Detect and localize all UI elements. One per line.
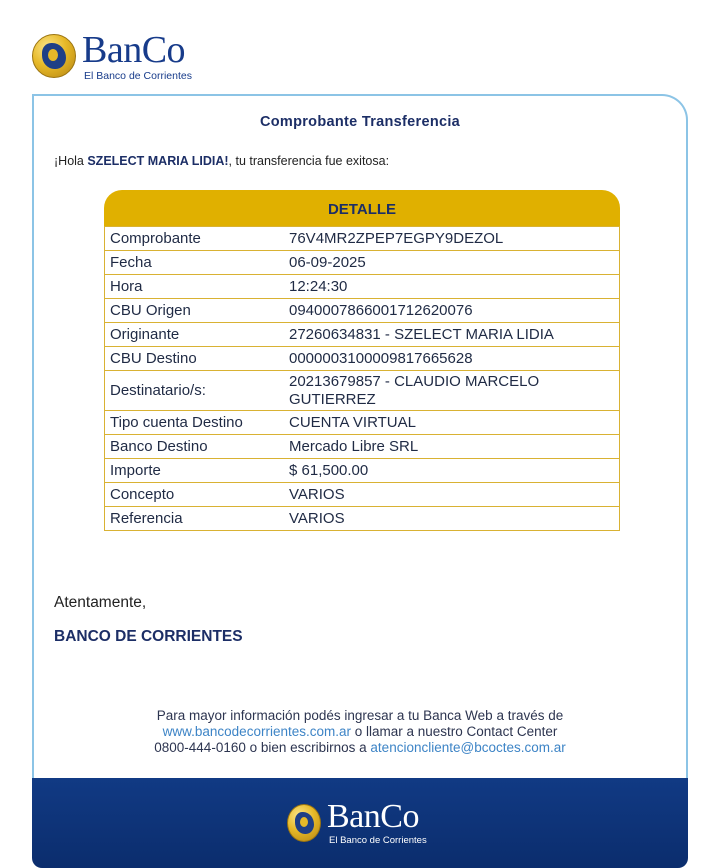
row-label: Importe	[105, 459, 285, 483]
greeting-text	[54, 154, 389, 168]
row-label: Banco Destino	[105, 435, 285, 459]
bank-emblem-icon	[287, 804, 321, 842]
row-value: 0000003100009817665628	[284, 347, 620, 371]
footer-logo-wordmark: BanCo	[327, 798, 419, 835]
email-link[interactable]: atencioncliente@bcoctes.com.ar	[370, 740, 566, 755]
row-value: 12:24:30	[284, 275, 620, 299]
footer-logo-text	[327, 800, 427, 846]
row-label: Fecha	[105, 251, 285, 275]
table-row	[105, 459, 620, 483]
contact-line-2-text: o llamar a nuestro Contact Center	[350, 724, 558, 739]
row-label: Destinatario/s:	[105, 371, 285, 411]
contact-line-2	[34, 724, 686, 740]
table-row	[105, 411, 620, 435]
row-label: Tipo cuenta Destino	[105, 411, 285, 435]
receipt-card	[32, 94, 688, 778]
contact-info	[34, 708, 686, 756]
bank-emblem-icon	[32, 34, 76, 78]
table-row	[105, 251, 620, 275]
row-value: $ 61,500.00	[284, 459, 620, 483]
row-label: CBU Origen	[105, 299, 285, 323]
table-row	[105, 299, 620, 323]
row-value: 20213679857 - CLAUDIO MARCELO GUTIERREZ	[284, 371, 620, 411]
table-row	[105, 371, 620, 411]
footer-band	[32, 778, 688, 868]
table-row	[105, 483, 620, 507]
greeting-suffix: , tu transferencia fue exitosa:	[228, 154, 390, 168]
table-row	[105, 323, 620, 347]
row-value: 06-09-2025	[284, 251, 620, 275]
table-row	[105, 347, 620, 371]
footer-logo-tagline: El Banco de Corrientes	[329, 835, 427, 846]
row-label: Originante	[105, 323, 285, 347]
row-value: CUENTA VIRTUAL	[284, 411, 620, 435]
closing-bank-name: BANCO DE CORRIENTES	[54, 628, 243, 645]
logo-tagline: El Banco de Corrientes	[84, 69, 192, 82]
closing-regards: Atentamente,	[54, 594, 147, 611]
bank-logo	[32, 28, 192, 84]
receipt-title: Comprobante Transferencia	[259, 114, 461, 130]
phone-text: 0800-444-0160 o bien escribirnos a	[154, 740, 371, 755]
row-label: Comprobante	[105, 227, 285, 251]
row-value: VARIOS	[284, 483, 620, 507]
table-row	[105, 227, 620, 251]
table-row	[105, 275, 620, 299]
detail-section	[104, 190, 620, 531]
row-label: Referencia	[105, 507, 285, 531]
table-row	[105, 435, 620, 459]
contact-line-3	[34, 740, 686, 756]
row-value: Mercado Libre SRL	[284, 435, 620, 459]
detail-table	[104, 226, 620, 531]
row-label: Hora	[105, 275, 285, 299]
logo-wordmark: BanCo	[82, 28, 186, 71]
table-row	[105, 507, 620, 531]
website-link[interactable]: www.bancodecorrientes.com.ar	[162, 724, 351, 739]
greeting-prefix: ¡Hola	[54, 154, 88, 168]
row-value: 0940007866001712620076	[284, 299, 620, 323]
row-label: CBU Destino	[105, 347, 285, 371]
row-value: VARIOS	[284, 507, 620, 531]
row-label: Concepto	[105, 483, 285, 507]
row-value: 27260634831 - SZELECT MARIA LIDIA	[284, 323, 620, 347]
contact-line-1: Para mayor información podés ingresar a tu Banca Web a través de	[156, 708, 564, 723]
row-value: 76V4MR2ZPEP7EGPY9DEZOL	[284, 227, 620, 251]
detail-heading: DETALLE	[104, 190, 620, 226]
footer-logo	[287, 800, 427, 846]
customer-name: SZELECT MARIA LIDIA!	[87, 154, 229, 168]
logo-text	[82, 28, 192, 82]
